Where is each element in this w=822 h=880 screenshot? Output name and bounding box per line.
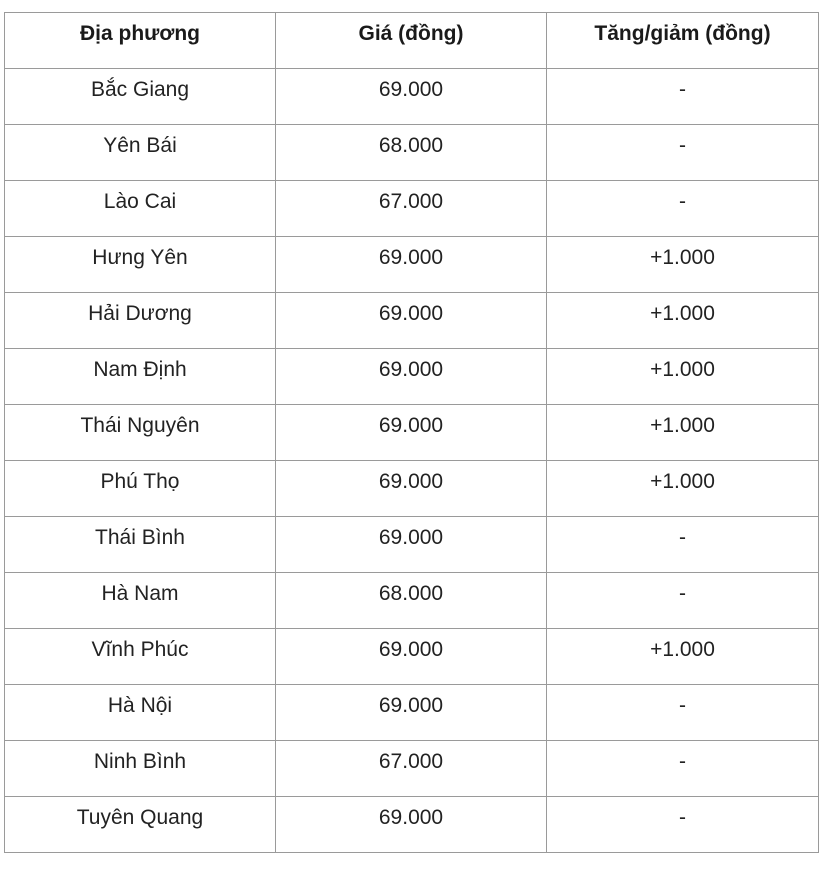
cell-region-text: Nam Định bbox=[93, 358, 187, 381]
header-price bbox=[276, 13, 547, 69]
header-price-label: Giá (đồng) bbox=[358, 22, 464, 45]
cell-change bbox=[547, 741, 819, 797]
cell-region bbox=[5, 461, 276, 517]
cell-region bbox=[5, 69, 276, 125]
cell-price-text: 69.000 bbox=[378, 470, 444, 493]
cell-price-text: 69.000 bbox=[378, 638, 444, 661]
cell-change-text: - bbox=[679, 78, 686, 101]
cell-change bbox=[547, 125, 819, 181]
cell-price bbox=[276, 629, 547, 685]
cell-region bbox=[5, 629, 276, 685]
cell-region-text: Vĩnh Phúc bbox=[91, 638, 189, 661]
cell-price-text: 68.000 bbox=[378, 134, 444, 157]
cell-price bbox=[276, 293, 547, 349]
cell-change bbox=[547, 517, 819, 573]
cell-price bbox=[276, 461, 547, 517]
cell-price-text: 69.000 bbox=[378, 246, 444, 269]
cell-price bbox=[276, 685, 547, 741]
cell-region bbox=[5, 685, 276, 741]
cell-price-text: 69.000 bbox=[378, 78, 444, 101]
cell-region bbox=[5, 405, 276, 461]
cell-region bbox=[5, 125, 276, 181]
table-row bbox=[5, 517, 819, 573]
cell-region-text: Phú Thọ bbox=[100, 470, 180, 493]
cell-region bbox=[5, 517, 276, 573]
header-change bbox=[547, 13, 819, 69]
cell-change bbox=[547, 181, 819, 237]
cell-region-text: Hà Nam bbox=[101, 582, 179, 605]
table-row bbox=[5, 797, 819, 853]
cell-change-text: - bbox=[679, 190, 686, 213]
cell-change bbox=[547, 237, 819, 293]
table-body bbox=[5, 69, 819, 853]
cell-change-text: - bbox=[679, 582, 686, 605]
cell-change bbox=[547, 573, 819, 629]
cell-region-text: Thái Nguyên bbox=[80, 414, 200, 437]
cell-price bbox=[276, 797, 547, 853]
cell-change-text: +1.000 bbox=[650, 638, 715, 661]
cell-region bbox=[5, 237, 276, 293]
pork-price-table bbox=[4, 12, 819, 853]
cell-region-text: Hải Dương bbox=[88, 302, 192, 325]
header-change-label: Tăng/giảm (đồng) bbox=[594, 22, 771, 45]
cell-change-text: +1.000 bbox=[650, 246, 715, 269]
cell-price bbox=[276, 517, 547, 573]
table-row bbox=[5, 181, 819, 237]
cell-price bbox=[276, 405, 547, 461]
cell-change-text: - bbox=[679, 694, 686, 717]
cell-price-text: 69.000 bbox=[378, 806, 444, 829]
cell-change-text: - bbox=[679, 134, 686, 157]
cell-region-text: Hà Nội bbox=[107, 694, 173, 717]
cell-region bbox=[5, 181, 276, 237]
cell-price-text: 69.000 bbox=[378, 302, 444, 325]
cell-change bbox=[547, 685, 819, 741]
table-row bbox=[5, 237, 819, 293]
cell-region bbox=[5, 293, 276, 349]
table-row bbox=[5, 293, 819, 349]
cell-region-text: Lào Cai bbox=[103, 190, 177, 213]
cell-price-text: 69.000 bbox=[378, 526, 444, 549]
cell-price-text: 69.000 bbox=[378, 694, 444, 717]
cell-price-text: 67.000 bbox=[378, 190, 444, 213]
cell-price bbox=[276, 237, 547, 293]
table-row bbox=[5, 349, 819, 405]
table-row bbox=[5, 405, 819, 461]
cell-price bbox=[276, 125, 547, 181]
cell-change-text: - bbox=[679, 806, 686, 829]
cell-change bbox=[547, 293, 819, 349]
cell-price-text: 69.000 bbox=[378, 414, 444, 437]
cell-region-text: Tuyên Quang bbox=[76, 806, 204, 829]
cell-change bbox=[547, 405, 819, 461]
cell-change-text: +1.000 bbox=[650, 414, 715, 437]
cell-region bbox=[5, 573, 276, 629]
cell-region-text: Bắc Giang bbox=[90, 78, 190, 101]
table-row bbox=[5, 125, 819, 181]
table-header-row bbox=[5, 13, 819, 69]
cell-region-text: Ninh Bình bbox=[93, 750, 187, 773]
table-row bbox=[5, 461, 819, 517]
cell-price-text: 68.000 bbox=[378, 582, 444, 605]
cell-region bbox=[5, 797, 276, 853]
cell-change-text: +1.000 bbox=[650, 470, 715, 493]
cell-change bbox=[547, 629, 819, 685]
table-row bbox=[5, 685, 819, 741]
cell-change-text: +1.000 bbox=[650, 358, 715, 381]
header-region-label: Địa phương bbox=[80, 22, 200, 45]
cell-region-text: Hưng Yên bbox=[92, 246, 188, 269]
cell-region-text: Thái Bình bbox=[95, 526, 185, 549]
cell-price-text: 69.000 bbox=[378, 358, 444, 381]
cell-region-text: Yên Bái bbox=[103, 134, 177, 157]
cell-price-text: 67.000 bbox=[378, 750, 444, 773]
cell-region bbox=[5, 349, 276, 405]
cell-change-text: - bbox=[679, 750, 686, 773]
cell-change bbox=[547, 69, 819, 125]
table-row bbox=[5, 741, 819, 797]
header-region bbox=[5, 13, 276, 69]
cell-change bbox=[547, 461, 819, 517]
cell-price bbox=[276, 349, 547, 405]
cell-change bbox=[547, 349, 819, 405]
table-row bbox=[5, 629, 819, 685]
cell-price bbox=[276, 573, 547, 629]
table-row bbox=[5, 573, 819, 629]
cell-change-text: - bbox=[679, 526, 686, 549]
cell-price bbox=[276, 181, 547, 237]
cell-region bbox=[5, 741, 276, 797]
table-row bbox=[5, 69, 819, 125]
cell-price bbox=[276, 69, 547, 125]
cell-change-text: +1.000 bbox=[650, 302, 715, 325]
cell-price bbox=[276, 741, 547, 797]
cell-change bbox=[547, 797, 819, 853]
